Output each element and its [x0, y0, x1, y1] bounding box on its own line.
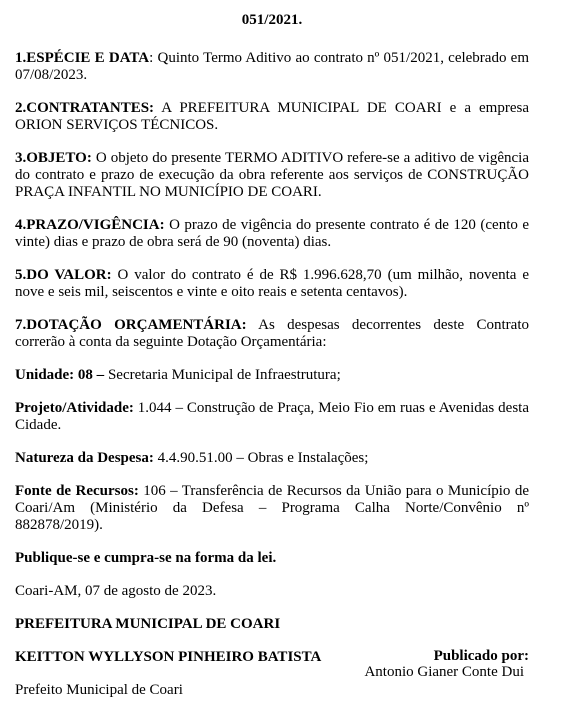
field-text: 106 – Transferência de Recursos da União para o Município de Coari/Am (Ministério da Defesa – Programa Calha Norte/Convênio nº 882878/2019). [15, 483, 529, 533]
published-by-label: Publicado por: [433, 648, 529, 664]
section-label: 3.OBJETO: [15, 150, 92, 166]
section-label: 4.PRAZO/VIGÊNCIA: [15, 217, 165, 233]
section-label: 5.DO VALOR: [15, 267, 112, 283]
place-date: Coari-AM, 07 de agosto de 2023. [15, 583, 217, 599]
publique-line: Publique-se e cumpra-se na forma da lei. [15, 550, 277, 566]
section-valor [15, 267, 529, 301]
field-projeto-atividade [15, 400, 529, 434]
section-especie-data [15, 50, 529, 84]
section-text: O prazo de vigência do presente contrato é de 120 (cento e vinte) dias e prazo de obra será de 90 (noventa) dias. [15, 217, 529, 250]
section-label: 1.ESPÉCIE E DATA [15, 50, 150, 66]
section-text: O objeto do presente TERMO ADITIVO refere-se a aditivo de vigência do contrato e prazo de execução da obra referente aos serviços de CONSTRUÇÃO PRAÇA INFANTIL NO MUNICÍPIO DE COARI. [15, 150, 529, 200]
contract-number-header: 051/2021. [241, 12, 303, 28]
signatory-name: KEITTON WYLLYSON PINHEIRO BATISTA [15, 649, 322, 665]
issuing-body: PREFEITURA MUNICIPAL DE COARI [15, 616, 281, 632]
field-label: Fonte de Recursos: [15, 483, 139, 499]
field-unidade [15, 367, 529, 384]
section-text: As despesas decorrentes deste Contrato correrão à conta da seguinte Dotação Orçamentária: [15, 317, 529, 350]
field-text: 1.044 – Construção de Praça, Meio Fio em ruas e Avenidas desta Cidade. [15, 400, 529, 433]
field-text: Secretaria Municipal de Infraestrutura; [104, 367, 341, 383]
section-contratantes [15, 100, 529, 134]
field-label: Unidade: 08 – [15, 367, 105, 383]
section-dotacao [15, 317, 529, 351]
section-objeto [15, 150, 529, 201]
section-text: A PREFEITURA MUNICIPAL DE COARI e a empresa ORION SERVIÇOS TÉCNICOS. [15, 100, 529, 133]
section-prazo-vigencia [15, 217, 529, 251]
document-page [15, 0, 529, 715]
signatory-title: Prefeito Municipal de Coari [15, 682, 183, 698]
field-label: Natureza da Despesa: [15, 450, 154, 466]
section-label: 2.CONTRATANTES: [15, 100, 155, 116]
publisher-name-partial: Antonio Gianer Conte Dui [364, 664, 524, 680]
section-text: O valor do contrato é de R$ 1.996.628,70 (um milhão, noventa e nove e seis mil, seiscentos e vinte e oito reais e setenta centavos). [15, 267, 529, 300]
field-text: 4.4.90.51.00 – Obras e Instalações; [153, 450, 369, 466]
section-label: 7.DOTAÇÃO ORÇAMENTÁRIA: [15, 317, 247, 333]
section-text: : Quinto Termo Aditivo ao contrato nº 051/2021, celebrado em 07/08/2023. [15, 50, 529, 83]
field-label: Projeto/Atividade: [15, 400, 134, 416]
field-fonte-recursos [15, 483, 529, 534]
field-natureza-despesa [15, 450, 529, 467]
